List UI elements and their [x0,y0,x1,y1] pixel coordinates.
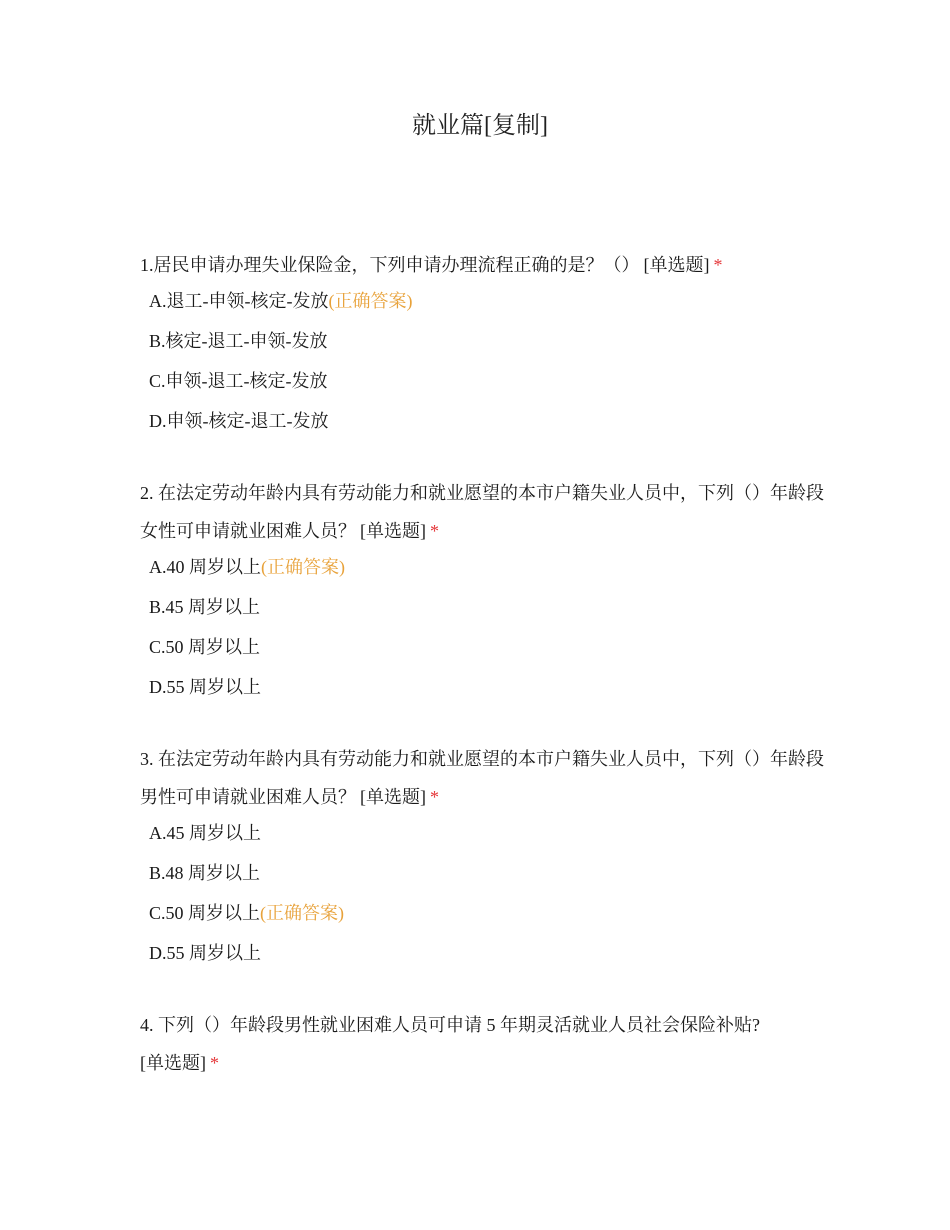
option-d [149,940,830,966]
option-b [149,594,830,620]
correct-answer-note: (正确答案) [260,903,345,923]
option-label: B.48 周岁以上 [149,863,261,883]
correct-answer-note: (正确答案) [261,557,345,577]
option-label: C.50 周岁以上 [149,637,261,657]
option-a [149,288,830,314]
option-label: D.申领-核定-退工-发放 [149,411,329,431]
option-list [140,554,830,700]
option-d [149,674,830,700]
option-c [149,634,830,660]
question-2-text [140,474,830,550]
option-label: D.55 周岁以上 [149,943,261,963]
page-title: 就业篇[复制] [412,113,548,139]
required-mark: * [713,255,723,275]
question-type-label: [单选题] [140,1053,206,1073]
option-list [140,288,830,434]
question-3-text [140,740,830,816]
question-4 [140,1006,830,1082]
option-d [149,408,830,434]
question-list [140,246,830,1122]
option-label: B.核定-退工-申领-发放 [149,331,328,351]
question-text: 4. 下列（）年龄段男性就业困难人员可申请 5 年期灵活就业人员社会保险补贴? [140,1015,760,1035]
required-mark: * [430,521,439,541]
question-2 [140,474,830,700]
question-3 [140,740,830,966]
option-a [149,820,830,846]
question-text: 3. 在法定劳动年龄内具有劳动能力和就业愿望的本市户籍失业人员中，下列（）年龄段男性可申请就业困难人员？ [140,749,824,807]
question-1 [140,246,830,434]
question-4-text [140,1006,830,1082]
option-c [149,368,830,394]
option-label: D.55 周岁以上 [149,677,261,697]
option-list [140,820,830,966]
option-b [149,328,830,354]
question-1-text [140,246,830,284]
question-text: 2. 在法定劳动年龄内具有劳动能力和就业愿望的本市户籍失业人员中，下列（）年龄段女性可申请就业困难人员？ [140,483,824,541]
option-label: A.40 周岁以上 [149,557,261,577]
option-label: C.申领-退工-核定-发放 [149,371,328,391]
option-label: C.50 周岁以上 [149,903,261,923]
option-a [149,554,830,580]
required-mark: * [210,1053,219,1073]
question-type-label: [单选题] [643,255,710,275]
correct-answer-note: (正确答案) [328,291,413,311]
option-c [149,900,830,926]
question-type-label: [单选题] [360,521,426,541]
option-label: B.45 周岁以上 [149,597,261,617]
option-label: A.退工-申领-核定-发放 [149,291,329,311]
option-b [149,860,830,886]
question-type-label: [单选题] [360,787,426,807]
required-mark: * [430,787,439,807]
question-text: 1.居民申请办理失业保险金，下列申请办理流程正确的是？（） [140,255,640,275]
option-label: A.45 周岁以上 [149,823,261,843]
